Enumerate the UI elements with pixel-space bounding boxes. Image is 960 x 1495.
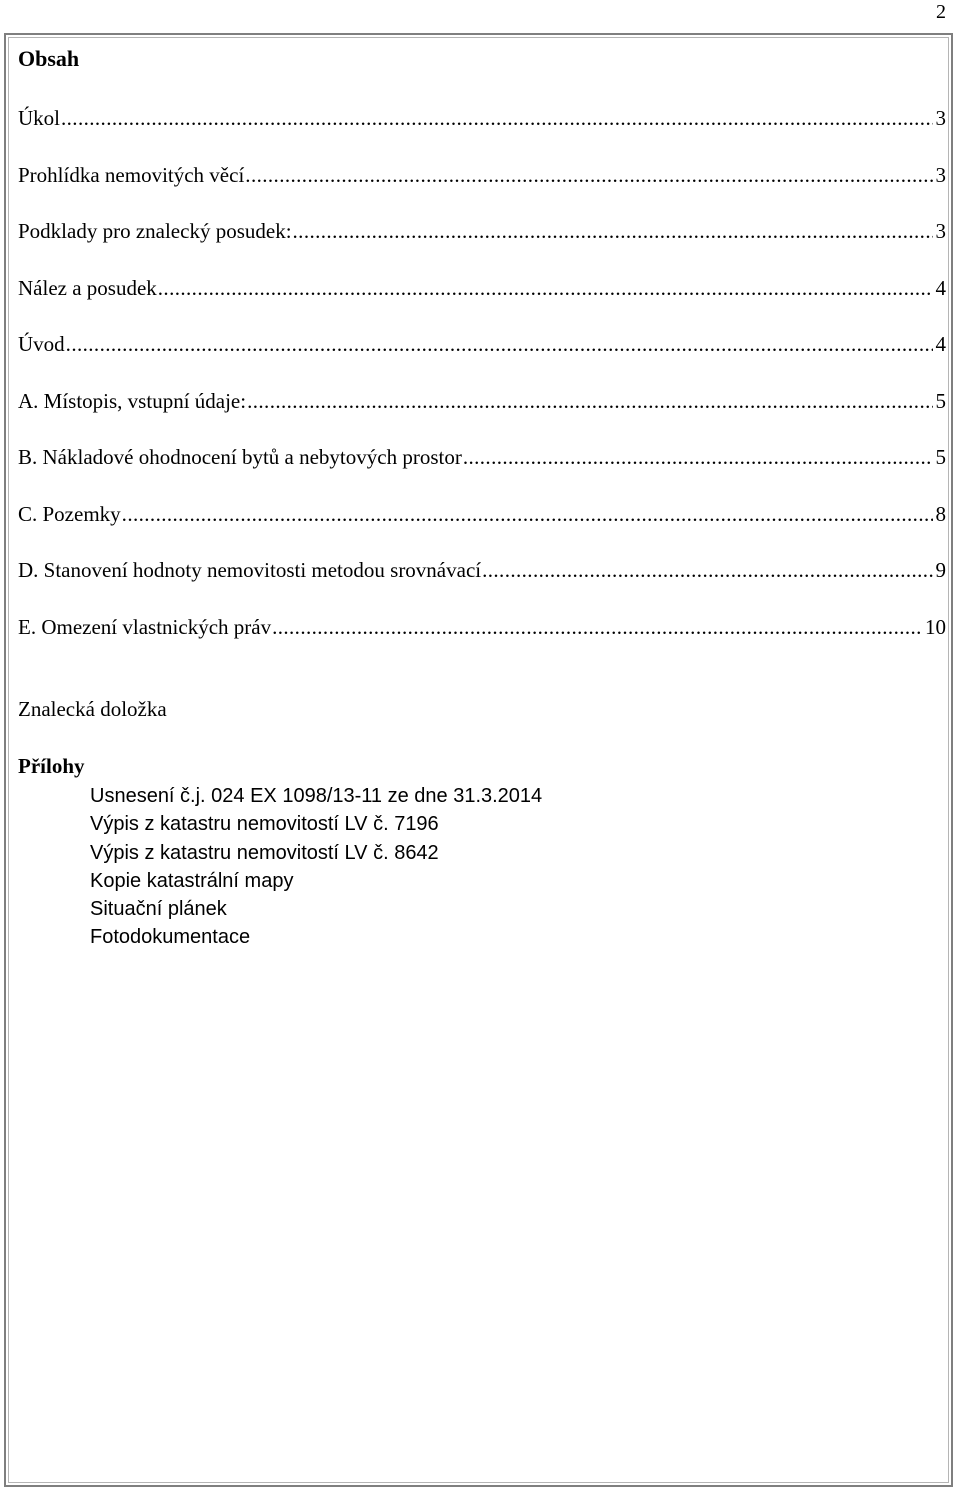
attachments-list (90, 782, 542, 952)
toc-entry-title: Nález a posudek (18, 275, 157, 300)
attachment-item: Výpis z katastru nemovitostí LV č. 8642 (90, 841, 439, 864)
toc-entry[interactable] (18, 499, 946, 556)
toc-entry-title: Podklady pro znalecký posudek: (18, 219, 292, 243)
attachment-item: Usnesení č.j. 024 EX 1098/13-11 ze dne 31.3.2014 (90, 785, 543, 807)
toc-entry-title: Úvod (18, 332, 65, 356)
toc-entry[interactable] (18, 612, 946, 669)
toc-entry-title: D. Stanovení hodnoty nemovitosti metodou srovnávací (18, 558, 482, 582)
toc-dot-leader (463, 442, 933, 472)
znalecka-dolozka-entry[interactable]: Znalecká doložka (18, 697, 167, 721)
page-number: 2 (936, 1, 946, 23)
attachment-item: Výpis z katastru nemovitostí LV č. 7196 (90, 813, 439, 836)
attachments-heading: Přílohy (18, 754, 85, 778)
toc-dot-leader (272, 612, 922, 642)
toc-entry-page: 4 (935, 332, 946, 356)
toc-list (18, 103, 946, 668)
toc-dot-leader (482, 555, 932, 585)
toc-heading: Obsah (18, 46, 80, 71)
toc-entry-title: B. Nákladové ohodnocení bytů a nebytových prostor (18, 445, 462, 469)
toc-entry-title: Prohlídka nemovitých věcí (18, 162, 245, 187)
toc-dot-leader (247, 386, 932, 416)
toc-entry[interactable] (18, 555, 946, 612)
toc-dot-leader (122, 499, 933, 529)
toc-dot-leader (293, 216, 933, 246)
toc-dot-leader (61, 103, 933, 133)
toc-entry[interactable] (18, 329, 946, 386)
attachment-item: Fotodokumentace (90, 926, 251, 949)
toc-entry-page: 9 (935, 558, 946, 582)
toc-entry-page: 3 (935, 219, 946, 243)
toc-entry[interactable] (18, 273, 946, 330)
toc-entry[interactable] (18, 160, 946, 217)
toc-entry-page: 4 (935, 275, 946, 300)
toc-dot-leader (66, 329, 933, 359)
toc-entry-page: 8 (935, 501, 946, 526)
toc-entry-title: E. Omezení vlastnických práv (18, 614, 272, 639)
toc-entry-title: Úkol (18, 106, 60, 130)
toc-entry[interactable] (18, 216, 946, 273)
toc-entry[interactable] (18, 442, 946, 499)
toc-entry-page: 5 (935, 445, 946, 469)
toc-entry[interactable] (18, 386, 946, 443)
toc-entry-page: 5 (935, 388, 946, 413)
toc-dot-leader (158, 273, 933, 303)
toc-entry-page: 3 (935, 162, 946, 187)
attachment-item: Kopie katastrální mapy (90, 869, 294, 892)
toc-entry[interactable] (18, 103, 946, 160)
attachment-item: Situační plánek (90, 898, 227, 921)
toc-entry-title: C. Pozemky (18, 501, 121, 526)
toc-entry-page: 3 (935, 106, 946, 130)
toc-entry-title: A. Místopis, vstupní údaje: (18, 388, 247, 413)
toc-entry-page: 10 (925, 614, 946, 639)
toc-dot-leader (245, 160, 932, 190)
